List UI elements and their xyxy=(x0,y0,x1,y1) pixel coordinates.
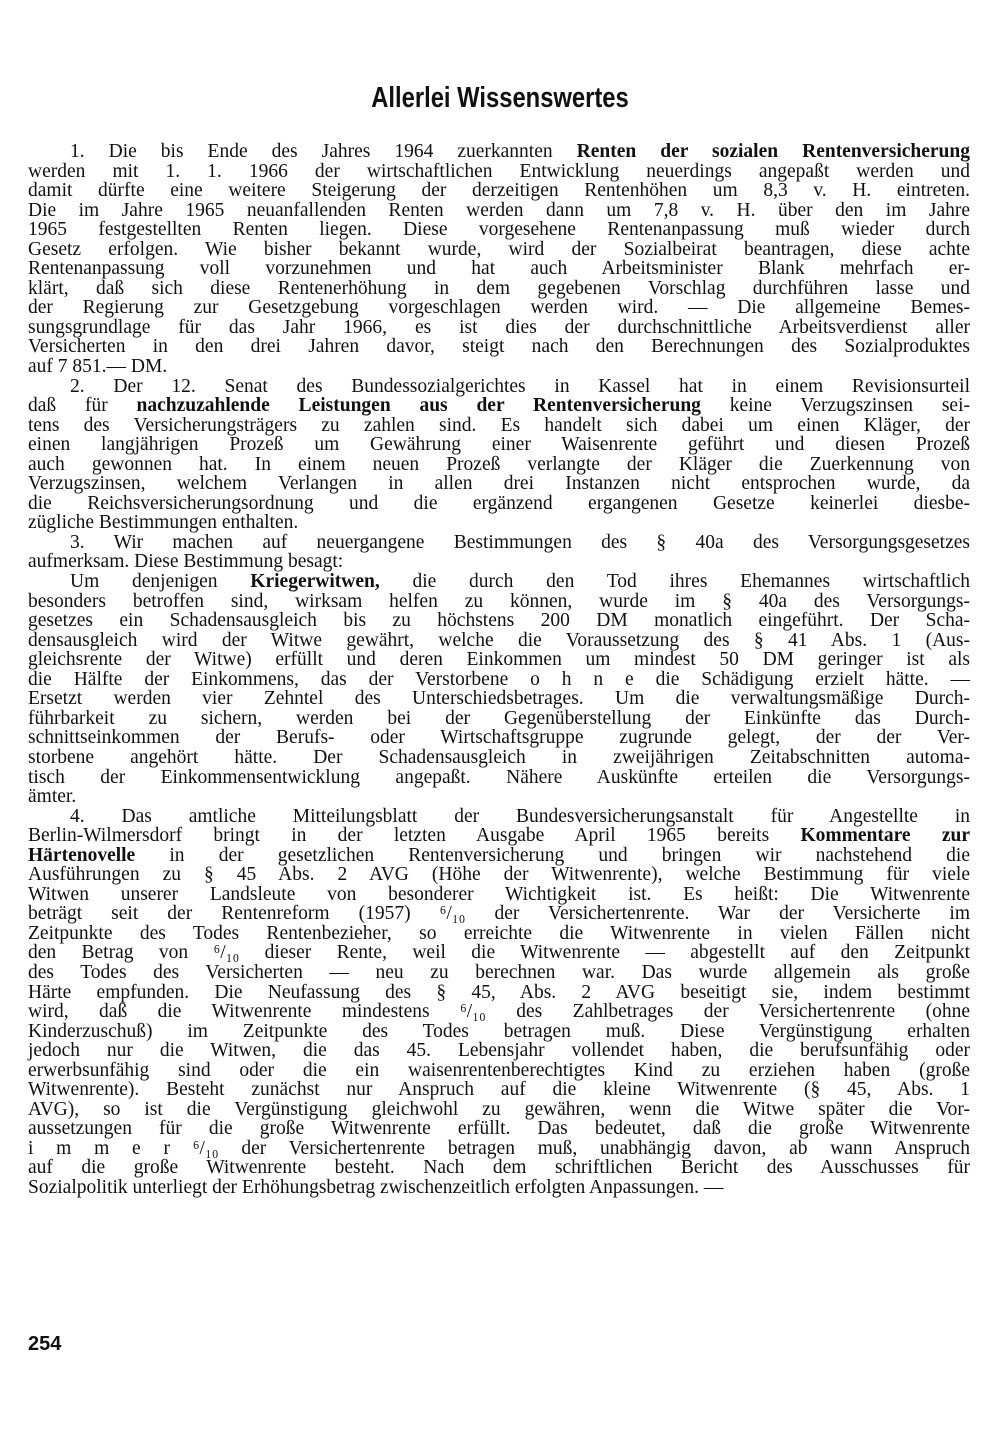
text-line: gesetzes ein Schadensausgleich bis zu höchstens 200 DM monatlich eingeführt. Der Scha- xyxy=(28,610,970,632)
text-line: ämter. xyxy=(28,786,77,808)
text-line: auf die große Witwenrente besteht. Nach dem schriftlichen Bericht des Ausschusses für xyxy=(28,1157,970,1179)
text-line: sungsgrundlage für das Jahr 1966, es ist dies der durchschnittliche Arbeitsverdienst aller xyxy=(28,316,970,338)
text-line: führbarkeit zu sichern, werden bei der Gegenüberstellung der Einkünfte das Durch- xyxy=(28,707,970,729)
text-line: auch gewonnen hat. In einem neuen Prozeß verlangte der Kläger die Zuerkennung von xyxy=(28,453,970,475)
text-line: die Reichsversicherungsordnung und die ergänzend ergangenen Gesetze keinerlei diesbe- xyxy=(28,492,970,514)
text-line: Ausführungen zu § 45 Abs. 2 AVG (Höhe der Witwenrente), welche Bestimmung für viele xyxy=(28,864,970,886)
article-body xyxy=(28,142,970,1198)
text-line: des Todes des Versicherten — neu zu berechnen war. Das wurde allgemein als große xyxy=(28,961,970,983)
text-line: Verzugszinsen, welchem Verlangen in allen drei Instanzen nicht entsprochen wurde, da xyxy=(28,473,970,495)
text-line: Witwen unserer Landsleute von besonderer Wichtigkeit ist. Es heißt: Die Witwenrente xyxy=(28,883,970,905)
text-line: Witwenrente). Besteht zunächst nur Anspruch auf die kleine Witwenrente (§ 45, Abs. 1 xyxy=(28,1079,970,1101)
text-line: schnittseinkommen der Berufs- oder Wirtschaftsgruppe zugrunde gelegt, der der Ver- xyxy=(28,727,970,749)
text-line: die Hälfte der Einkommens, das der Verstorbene o h n e die Schädigung erzielt hätte. — xyxy=(28,668,970,690)
text-line: erwerbsunfähig sind oder die ein waisenrentenberechtigtes Kind zu erziehen haben (große xyxy=(28,1059,970,1081)
page-number: 254 xyxy=(28,1333,62,1355)
text-line: einen langjährigen Prozeß um Gewährung einer Waisenrente geführt und diesen Prozeß xyxy=(28,434,970,456)
text-line: i m m e r ⁶/₁₀ der Versichertenrente betragen muß, unabhängig davon, ab wann Anspruch xyxy=(28,1137,970,1159)
text-line: tisch der Einkommensentwicklung angepaßt. Nähere Auskünfte erteilen die Versorgungs- xyxy=(28,766,970,788)
text-line: Kinderzuschuß) im Zeitpunkte des Todes betragen muß. Diese Vergünstigung erhalten xyxy=(28,1020,970,1042)
emphasis-text: Kriegerwitwen, xyxy=(250,571,380,593)
text-line: AVG), so ist die Vergünstigung gleichwohl zu gewähren, wenn die Witwe später die Vor- xyxy=(28,1098,970,1120)
page-title: Allerlei Wissenswertes xyxy=(371,82,629,114)
text-line: Härtenovelle in der gesetzlichen Rentenversicherung und bringen wir nachstehend die xyxy=(28,844,970,866)
emphasis-text: Renten der sozialen Rentenversicherung xyxy=(576,141,970,162)
text-line: der Regierung zur Gesetzgebung vorgeschlagen werden wird. — Die allgemeine Bemes- xyxy=(28,297,970,319)
text-line: aussetzungen für die große Witwenrente erfüllt. Das bedeutet, daß die große Witwenrente xyxy=(28,1118,970,1140)
text-line: beträgt seit der Rentenreform (1957) ⁶/₁₀ der Versichertenrente. War der Versicherte im xyxy=(28,903,970,925)
text-line: Zeitpunkte des Todes Rentenbezieher, so erreichte die Witwenrente in vielen Fällen nicht xyxy=(28,922,970,944)
text-line: jedoch nur die Witwen, die das 45. Lebensjahr vollendet haben, die berufsunfähig oder xyxy=(28,1040,970,1062)
text-line: aufmerksam. Diese Bestimmung besagt: xyxy=(28,551,344,573)
text-line: gleichsrente der Witwe) erfüllt und deren Einkommen um mindest 50 DM geringer ist als xyxy=(28,649,970,671)
text-line: 3. Wir machen auf neuergangene Bestimmungen des § 40a des Versorgungsgesetzes xyxy=(70,531,970,553)
text-line: Versicherten in den drei Jahren davor, steigt nach den Berechnungen des Sozialproduktes xyxy=(28,336,970,358)
text-line: Die im Jahre 1965 neuanfallenden Renten werden dann um 7,8 v. H. über den im Jahre xyxy=(28,199,970,221)
text-line: densausgleich wird der Witwe gewährt, welche die Voraussetzung des § 41 Abs. 1 (Aus- xyxy=(28,629,970,651)
text-line: zügliche Bestimmungen enthalten. xyxy=(28,512,299,534)
text-line: Sozialpolitik unterliegt der Erhöhungsbetrag zwischenzeitlich erfolgten Anpassungen. — xyxy=(28,1176,724,1198)
text-line: klärt, daß sich diese Rentenerhöhung in dem gegebenen Vorschlag durchführen lasse und xyxy=(28,277,970,299)
emphasis-text: nachzuzahlende Leistungen aus der Rentenversicherung xyxy=(136,395,701,417)
text-line: 1. Die bis Ende des Jahres 1964 zuerkannten Renten der sozialen Rentenversicherung xyxy=(70,141,970,162)
text-line: damit dürfte eine weitere Steigerung der derzeitigen Rentenhöhen um 8,3 v. H. eintreten. xyxy=(28,180,970,202)
text-line: 2. Der 12. Senat des Bundessozialgerichtes in Kassel hat in einem Revisionsurteil xyxy=(70,375,970,397)
text-line: Ersetzt werden vier Zehntel des Unterschiedsbetrages. Um die verwaltungsmäßige Durch- xyxy=(28,688,970,710)
text-line: storbene angehört hätte. Der Schadensausgleich in zweijährigen Zeitabschnitten automa- xyxy=(28,746,970,768)
text-line: Um denjenigen Kriegerwitwen, die durch den Tod ihres Ehemannes wirtschaftlich xyxy=(70,571,970,593)
text-line: Härte empfunden. Die Neufassung des § 45, Abs. 2 AVG beseitigt sie, indem bestimmt xyxy=(28,981,970,1003)
emphasis-text: Härtenovelle xyxy=(28,844,136,866)
text-line: auf 7 851.— DM. xyxy=(28,356,168,378)
text-line: 4. Das amtliche Mitteilungsblatt der Bundesversicherungsanstalt für Angestellte in xyxy=(70,805,970,827)
text-line: wird, daß die Witwenrente mindestens ⁶/₁₀ des Zahlbetrages der Versichertenrente (ohne xyxy=(28,1001,970,1023)
text-line: den Betrag von ⁶/₁₀ dieser Rente, weil die Witwenrente — abgestellt auf den Zeitpunkt xyxy=(28,942,970,964)
text-line: Gesetz erfolgen. Wie bisher bekannt wurde, wird der Sozialbeirat beantragen, diese achte xyxy=(28,238,970,260)
text-line: Rentenanpassung voll vorzunehmen und hat auch Arbeitsminister Blank mehrfach er- xyxy=(28,258,970,280)
text-line: daß für nachzuzahlende Leistungen aus der Rentenversicherung keine Verzugszinsen sei- xyxy=(28,395,970,417)
text-line: besonders betroffen sind, wirksam helfen zu können, wurde im § 40a des Versorgungs- xyxy=(28,590,970,612)
text-line: 1965 festgestellten Renten liegen. Diese vorgesehene Rentenanpassung muß wieder durch xyxy=(28,219,970,241)
text-line: werden mit 1. 1. 1966 der wirtschaftlichen Entwicklung neuerdings angepaßt werden und xyxy=(28,160,970,182)
text-line: Berlin-Wilmersdorf bringt in der letzten Ausgabe April 1965 bereits Kommentare zur xyxy=(28,825,970,847)
text-line: tens des Versicherungsträgers zu zahlen sind. Es handelt sich dabei um einen Kläger, der xyxy=(28,414,970,436)
emphasis-text: Kommentare zur xyxy=(800,825,970,847)
